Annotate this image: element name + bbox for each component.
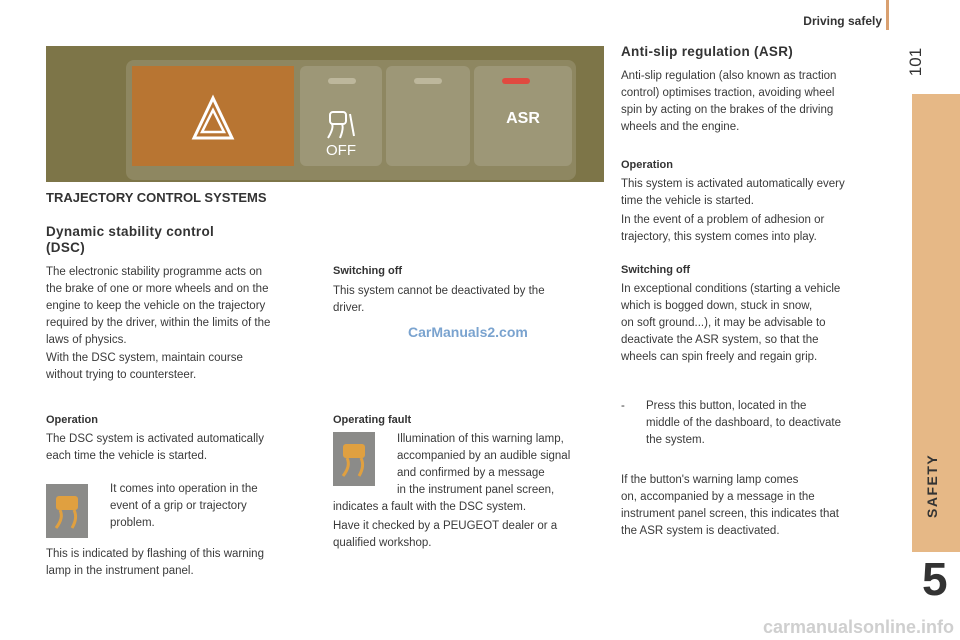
- flashing-note: [46, 546, 264, 580]
- text-line: without trying to countersteer.: [46, 369, 197, 381]
- running-header-title: Driving safely: [803, 14, 882, 28]
- text-line: Illumination of this warning lamp,: [397, 433, 564, 445]
- asr-operation-heading: Operation: [621, 159, 673, 171]
- text-line: problem.: [110, 517, 155, 529]
- fault-indication: indicates a fault with the DSC system.: [333, 501, 527, 513]
- text-line: in the instrument panel screen,: [397, 484, 555, 496]
- asr-button: [474, 66, 572, 166]
- operating-fault-heading: Operating fault: [333, 414, 412, 426]
- footer-watermark: carmanualsonline.info: [762, 617, 954, 637]
- switching-off-heading: Switching off: [333, 265, 403, 277]
- switching-off-text: [333, 283, 545, 317]
- text-line: deactivate the ASR system, so that the: [621, 334, 819, 346]
- section-title: TRAJECTORY CONTROL SYSTEMS: [46, 190, 267, 205]
- text-line: trajectory, this system comes into play.: [621, 231, 817, 243]
- text-line: In exceptional conditions (starting a vehicle: [621, 283, 841, 295]
- skid-icon: [333, 432, 375, 486]
- skid-warning-lamp: [46, 484, 88, 538]
- dsc-led: [328, 78, 356, 84]
- asr-adhesion-text: [621, 212, 824, 246]
- dsc-heading: [46, 224, 214, 256]
- text-line: Anti-slip regulation (also known as traction: [621, 70, 837, 82]
- blank-button: [386, 66, 470, 166]
- operation-text: [46, 431, 264, 465]
- text-line: engine to keep the vehicle on the trajectory: [46, 300, 266, 312]
- asr-heading: Anti-slip regulation (ASR): [621, 44, 794, 59]
- text-line: middle of the dashboard, to deactivate: [646, 417, 841, 429]
- text-line: instrument panel screen, this indicates that: [621, 508, 839, 520]
- hazard-triangle-icon: [132, 66, 294, 166]
- header-accent-bar: [886, 0, 889, 30]
- asr-label: ASR: [506, 110, 540, 127]
- text-line: Press this button, located in the: [646, 400, 807, 412]
- text-line: required by the driver, within the limits of the: [46, 317, 271, 329]
- dashboard-buttons-photo: [46, 46, 604, 182]
- text-line: It comes into operation in the: [110, 483, 258, 495]
- text-line: If the button's warning lamp comes: [621, 474, 799, 486]
- text-line: the brake of one or more wheels and on the: [46, 283, 269, 295]
- text-line: accompanied by an audible signal: [397, 450, 571, 462]
- dsc-intro: [46, 264, 270, 349]
- text-line: the ASR system is deactivated.: [621, 525, 780, 537]
- icon-description: [110, 481, 258, 532]
- text-line: qualified workshop.: [333, 537, 432, 549]
- chapter-number: 5: [922, 553, 948, 605]
- watermark: CarManuals2.com: [408, 324, 528, 340]
- text-line: This system is activated automatically every: [621, 178, 845, 190]
- asr-switching-off-text: [621, 281, 840, 366]
- text-line: lamp in the instrument panel.: [46, 565, 194, 577]
- text-line: Have it checked by a PEUGEOT dealer or a: [333, 520, 558, 532]
- asr-intro: [621, 68, 836, 136]
- fault-description: [397, 431, 570, 499]
- skid-warning-lamp: [333, 432, 375, 486]
- text-line: on, accompanied by a message in the: [621, 491, 815, 503]
- dsc-off-button: [300, 66, 382, 166]
- page-number: 101: [905, 47, 925, 77]
- bullet-press-button: [646, 398, 841, 449]
- text-line: With the DSC system, maintain course: [46, 352, 243, 364]
- text-line: In the event of a problem of adhesion or: [621, 214, 825, 226]
- text-line: time the vehicle is started.: [621, 195, 754, 207]
- text-line: each time the vehicle is started.: [46, 450, 208, 462]
- blank-button-led: [414, 78, 442, 84]
- dsc-heading-line: Dynamic stability control: [46, 224, 215, 239]
- text-line: and confirmed by a message: [397, 467, 545, 479]
- text-line: wheels and the engine.: [621, 121, 740, 133]
- asr-operation-text: [621, 176, 845, 210]
- countersteer-note: [46, 350, 243, 384]
- dsc-heading-line: (DSC): [46, 240, 85, 255]
- asr-switching-off-heading: Switching off: [621, 264, 691, 276]
- text-line: control) optimises traction, avoiding wheel: [621, 87, 835, 99]
- skid-off-icon: [324, 110, 358, 140]
- text-line: This system cannot be deactivated by the: [333, 285, 545, 297]
- text-line: the system.: [646, 434, 705, 446]
- asr-deactivated-note: [621, 472, 839, 540]
- text-line: which is bogged down, stuck in snow,: [621, 300, 813, 312]
- hazard-button: [132, 66, 294, 166]
- chapter-tab-label: SAFETY: [924, 453, 940, 518]
- text-line: laws of physics.: [46, 334, 127, 346]
- text-line: The DSC system is activated automatically: [46, 433, 264, 445]
- text-line: spin by acting on the brakes of the driving: [621, 104, 834, 116]
- text-line: event of a grip or trajectory: [110, 500, 247, 512]
- text-line: on soft ground...), it may be advisable to: [621, 317, 826, 329]
- off-label: OFF: [326, 142, 356, 159]
- text-line: wheels can spin freely and regain grip.: [621, 351, 818, 363]
- skid-icon: [46, 484, 88, 538]
- dealer-check-note: [333, 518, 557, 552]
- text-line: This is indicated by flashing of this warning: [46, 548, 264, 560]
- text-line: The electronic stability programme acts on: [46, 266, 263, 278]
- operation-heading: Operation: [46, 414, 98, 426]
- text-line: driver.: [333, 302, 365, 314]
- bullet-dash: -: [621, 400, 625, 412]
- asr-led: [502, 78, 530, 84]
